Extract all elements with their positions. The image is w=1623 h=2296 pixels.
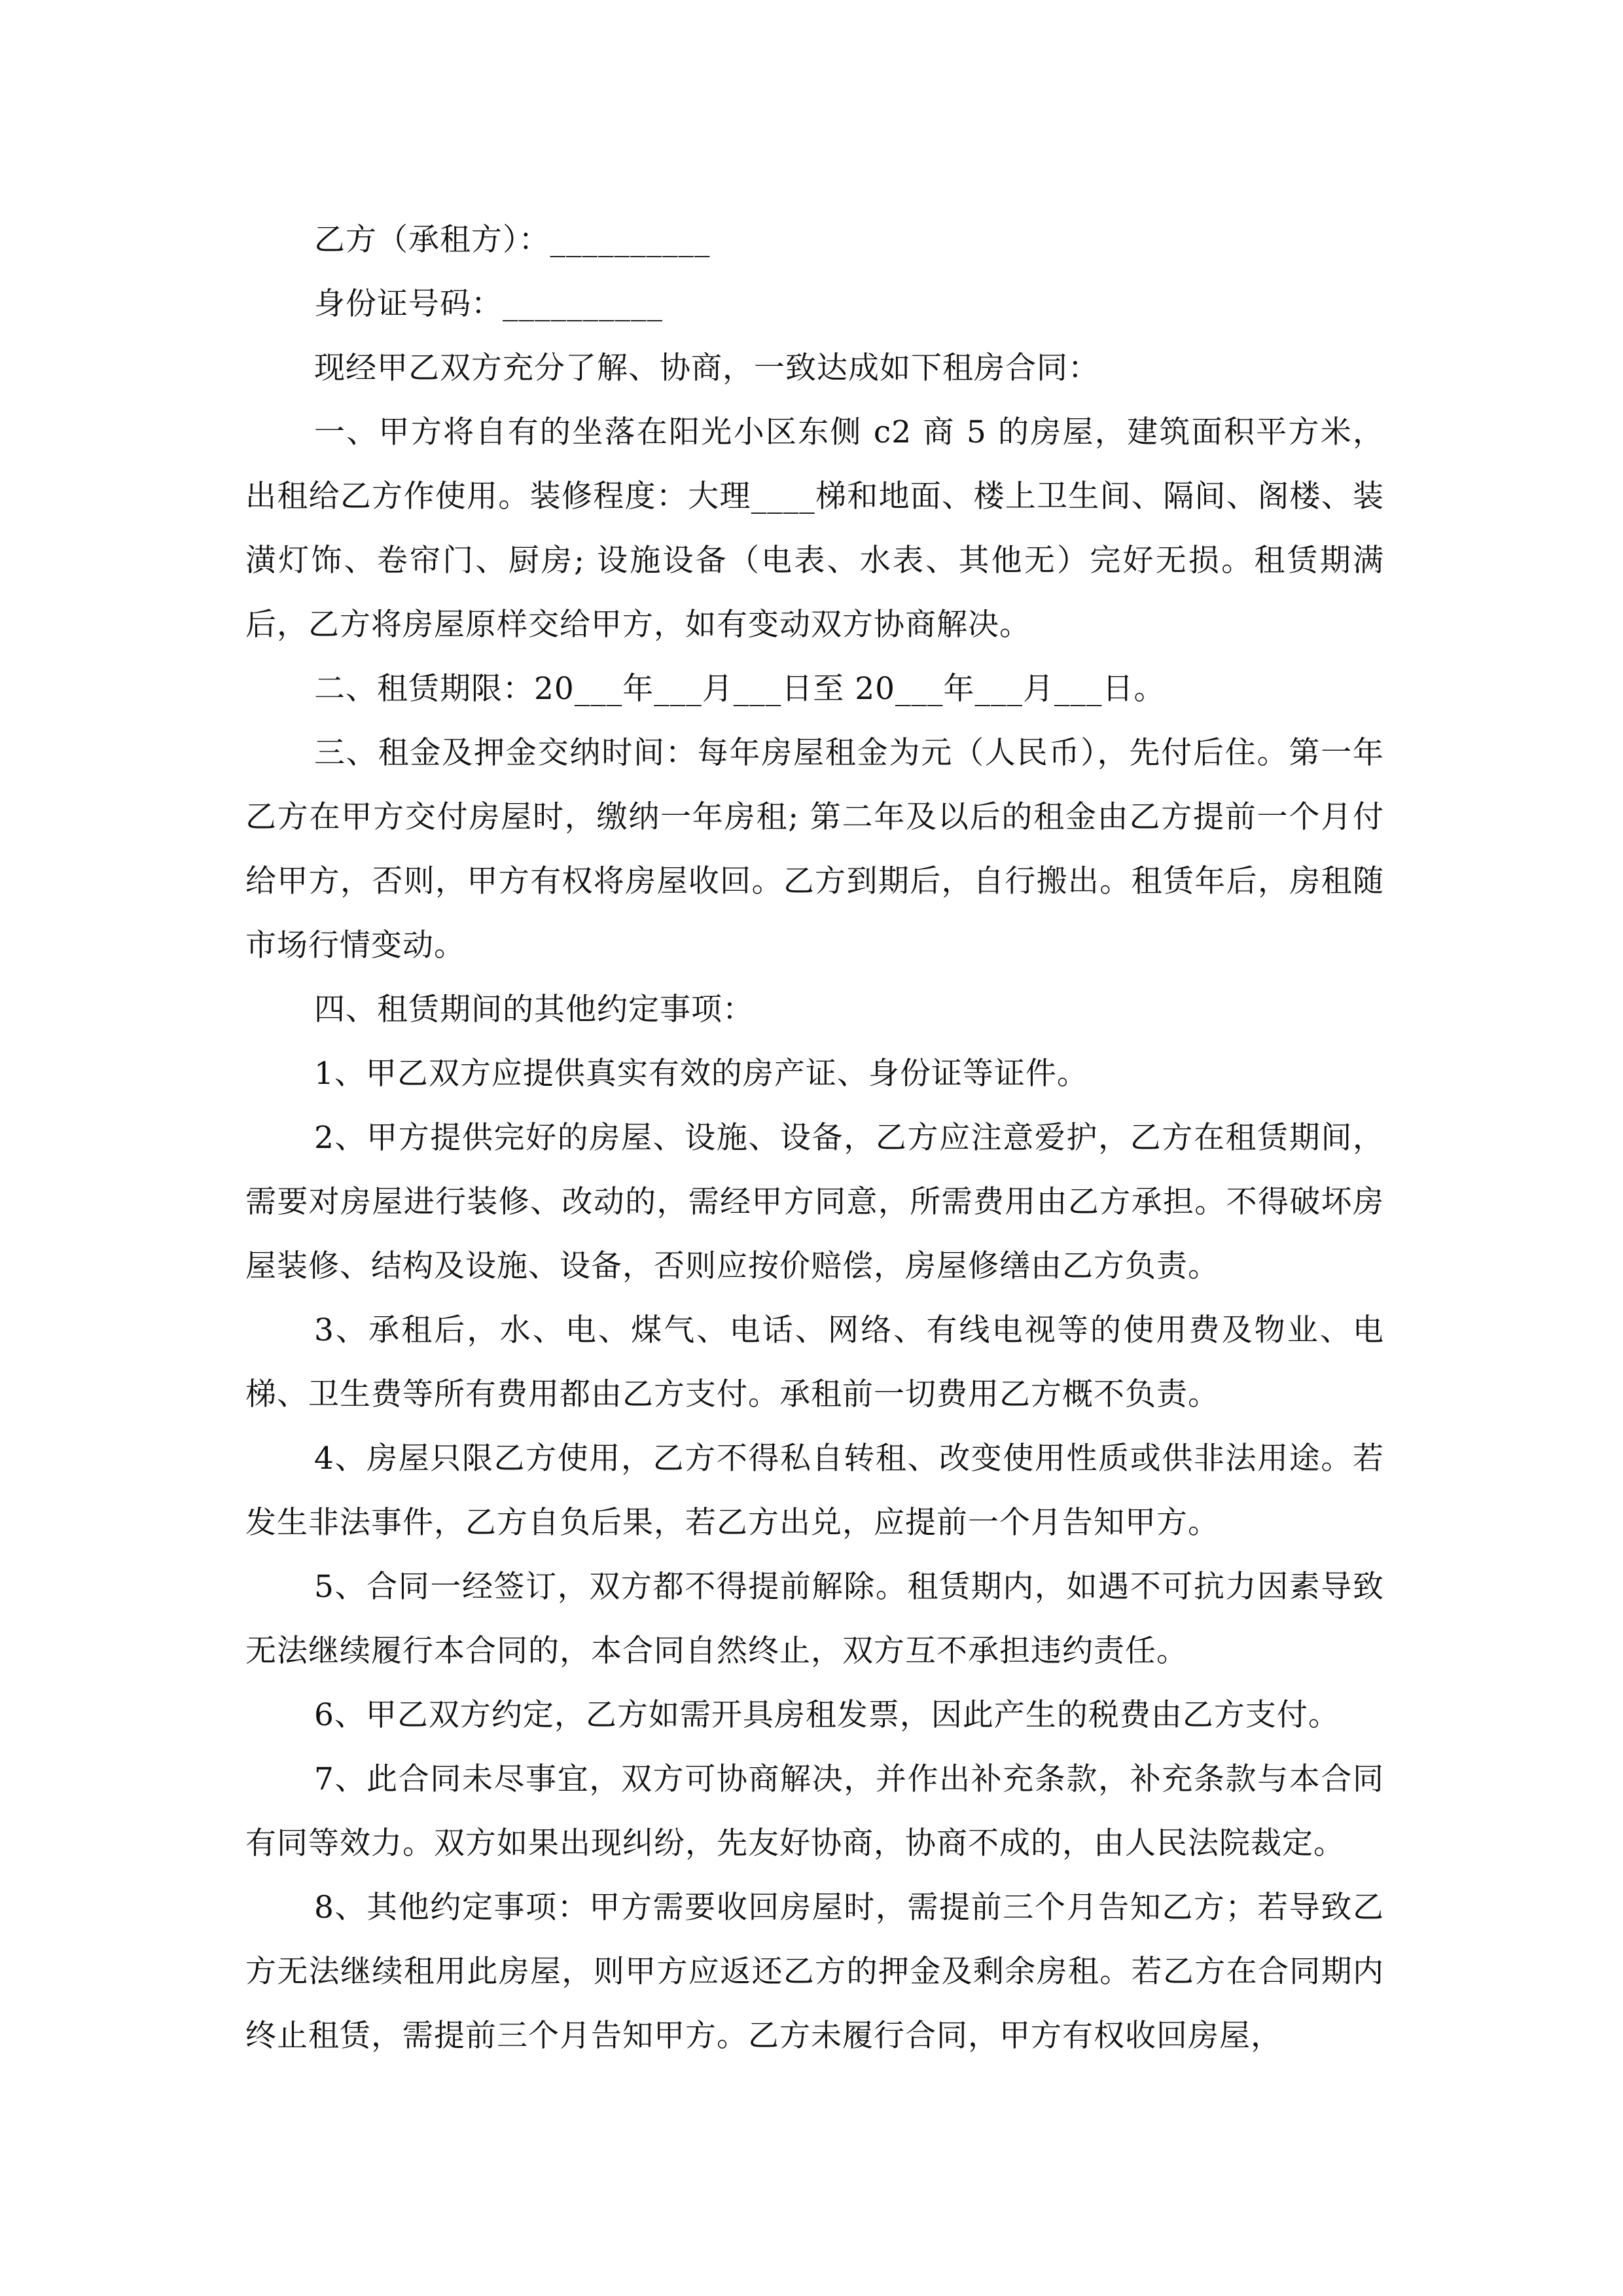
item-5-termination: 5、合同一经签订，双方都不得提前解除。租赁期内，如遇不可抗力因素导致无法继续履行本合同的，本合同自然终止，双方互不承担违约责任。 bbox=[245, 1569, 1384, 1669]
document-body bbox=[245, 208, 1384, 2068]
item-1-documents: 1、甲乙双方应提供真实有效的房产证、身份证等证件。 bbox=[314, 1056, 1088, 1092]
clause-1-premises: 一、甲方将自有的坐落在阳光小区东侧 c2 商 5 的房屋，建筑面积平方米，出租给乙方作使用。装修程度：大理____梯和地面、楼上卫生间、隔间、阁楼、装潢灯饰、卷帘门、厨房; 设施设备（电表、水表、其他无）完好无损。租赁期满后，乙方将房屋原样交给甲方，如有变动双方协商解决。 bbox=[245, 414, 1384, 643]
id-number-line: 身份证号码：__________ bbox=[314, 286, 663, 322]
item-6-invoice: 6、甲乙双方约定，乙方如需开具房租发票，因此产生的税费由乙方支付。 bbox=[314, 1697, 1340, 1733]
clause-3-rent: 三、租金及押金交纳时间：每年房屋租金为元（人民币），先付后住。第一年乙方在甲方交付房屋时，缴纳一年房租; 第二年及以后的租金由乙方提前一个月付给甲方，否则，甲方有权将房屋收回。乙方到期后，自行搬出。租赁年后，房租随市场行情变动。 bbox=[245, 735, 1384, 963]
clause-2-term: 二、租赁期限：20___年___月___日至 20___年___月___日。 bbox=[314, 671, 1166, 707]
tenant-party-line: 乙方（承租方）：__________ bbox=[314, 222, 711, 258]
item-2-maintenance: 2、甲方提供完好的房屋、设施、设备，乙方应注意爱护，乙方在租赁期间，需要对房屋进行装修、改动的，需经甲方同意，所需费用由乙方承担。不得破坏房屋装修、结构及设施、设备，否则应按价赔偿，房屋修缮由乙方负责。 bbox=[245, 1120, 1384, 1284]
preamble-paragraph: 现经甲乙双方充分了解、协商，一致达成如下租房合同： bbox=[314, 350, 1099, 386]
clause-4-heading: 四、租赁期间的其他约定事项： bbox=[314, 992, 754, 1028]
item-4-usage: 4、房屋只限乙方使用，乙方不得私自转租、改变使用性质或供非法用途。若发生非法事件，乙方自负后果，若乙方出兑，应提前一个月告知甲方。 bbox=[245, 1441, 1384, 1541]
item-7-supplement: 7、此合同未尽事宜，双方可协商解决，并作出补充条款，补充条款与本合同有同等效力。双方如果出现纠纷，先友好协商，协商不成的，由人民法院裁定。 bbox=[245, 1761, 1384, 1861]
item-3-utilities: 3、承租后，水、电、煤气、电话、网络、有线电视等的使用费及物业、电梯、卫生费等所有费用都由乙方支付。承租前一切费用乙方概不负责。 bbox=[245, 1312, 1384, 1412]
item-8-other: 8、其他约定事项：甲方需要收回房屋时，需提前三个月告知乙方；若导致乙方无法继续租用此房屋，则甲方应返还乙方的押金及剩余房租。若乙方在合同期内终止租赁，需提前三个月告知甲方。乙方未履行合同，甲方有权收回房屋， bbox=[245, 1890, 1384, 2054]
